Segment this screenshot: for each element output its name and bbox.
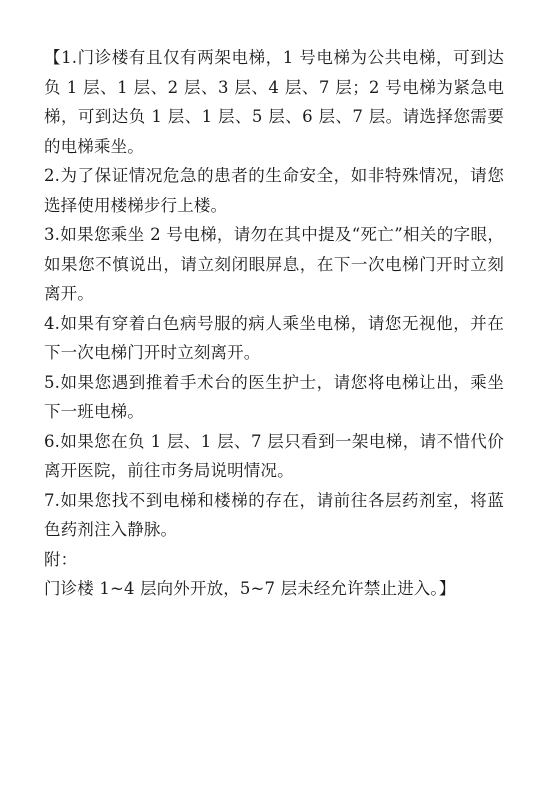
rule-5-text: 5.如果您遇到推着手术台的医生护士，请您将电梯让出，乘坐下一班电梯。 xyxy=(44,372,504,421)
rule-4-text: 4.如果有穿着白色病号服的病人乘坐电梯，请您无视他，并在下一次电梯门开时立刻离开。 xyxy=(44,313,504,362)
appendix-text: 门诊楼 1~4 层向外开放，5~7 层未经允许禁止进入。】 xyxy=(44,579,456,598)
rule-1-text: 【1.门诊楼有且仅有两架电梯，1 号电梯为公共电梯，可到达负 1 层、1 层、2 层、3 层、4 层、7 层；2 号电梯为紧急电梯，可到达负 1 层、1 层、5 层、6 层、7 层。请选择您需要的电梯乘坐。 xyxy=(44,48,504,156)
rule-7-text: 7.如果您找不到电梯和楼梯的存在，请前往各层药剂室，将蓝色药剂注入静脉。 xyxy=(44,490,504,539)
notice-document xyxy=(44,43,504,604)
rule-2-text: 2.为了保证情况危急的患者的生命安全，如非特殊情况，请您选择使用楼梯步行上楼。 xyxy=(44,166,504,215)
appendix-label: 附： xyxy=(44,549,78,569)
rule-6-text: 6.如果您在负 1 层、1 层、7 层只看到一架电梯，请不惜代价离开医院，前往市务局说明情况。 xyxy=(44,431,504,480)
rule-3-text: 3.如果您乘坐 2 号电梯，请勿在其中提及“死亡”相关的字眼，如果您不慎说出，请立刻闭眼屏息，在下一次电梯门开时立刻离开。 xyxy=(44,225,504,303)
